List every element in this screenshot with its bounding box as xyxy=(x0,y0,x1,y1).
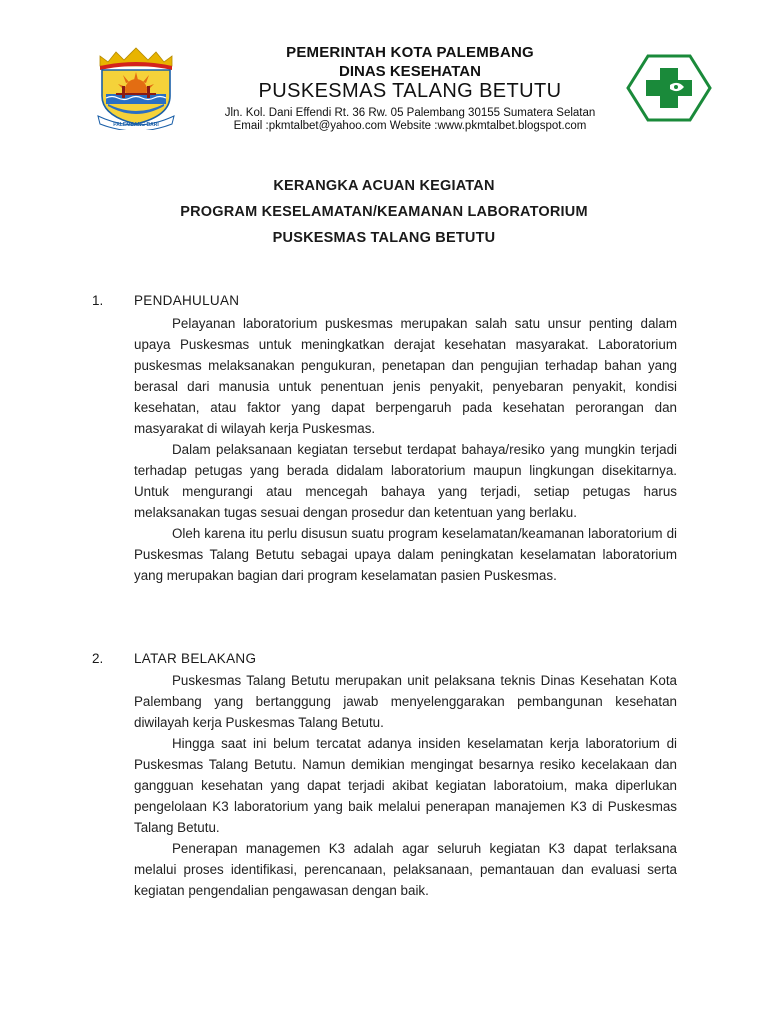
document-title-line3: PUSKESMAS TALANG BETUTU xyxy=(272,230,496,246)
emblem-motto: PALEMBANG BARI xyxy=(113,122,159,128)
paragraph: Hingga saat ini belum tercatat adanya insiden keselamatan kerja laboratorium di Puskesmas Talang Betutu. Namun demikian mengingat besarnya resiko kecelakaan dan gangguan kesehatan yang dapat terjadi akibat kegiatan laboratoium, maka diperlukan pengelolaan K3 laboratorium yang baik melalui penerapan manajemen K3 di Puskesmas Talang Betutu. xyxy=(134,736,677,835)
paragraph: Oleh karena itu perlu disusun suatu program keselamatan/keamanan laboratorium di Puskesmas Talang Betutu sebagai upaya dalam peningkatan keselamatan laboratorium yang merupakan bagian dari program keselamatan pasien Puskesmas. xyxy=(134,526,677,583)
letterhead-institution: PUSKESMAS TALANG BETUTU xyxy=(258,80,562,102)
letterhead-address: Jln. Kol. Dani Effendi Rt. 36 Rw. 05 Palembang 30155 Sumatera Selatan xyxy=(224,107,596,119)
section-body-latar-belakang xyxy=(134,670,677,901)
paragraph: Puskesmas Talang Betutu merupakan unit pelaksana teknis Dinas Kesehatan Kota Palembang yang bertanggung jawab menyelenggarakan pembangunan kesehatan diwilayah kerja Puskesmas Talang Betutu. xyxy=(134,673,677,730)
letterhead-department: DINAS KESEHATAN xyxy=(339,63,481,80)
paragraph: Pelayanan laboratorium puskesmas merupakan salah satu unsur penting dalam upaya Puskesmas untuk meningkatkan derajat kesehatan masyarakat. Laboratorium puskesmas melaksanakan pengukuran, penetapan dan pengujian terhadap bahan yang berasal dari manusia untuk penentuan jenis penyakit, penyebaran penyakit, kondisi kesehatan, atau faktor yang dapat berpengaruh pada kesehatan perorangan dan masyarakat di wilayah kerja Puskesmas. xyxy=(134,316,677,436)
section-body-pendahuluan xyxy=(134,313,677,586)
section-heading-pendahuluan: PENDAHULUAN xyxy=(134,293,240,308)
paragraph: Penerapan managemen K3 adalah agar seluruh kegiatan K3 dapat terlaksana melalui proses identifikasi, perencanaan, pelaksanaan, pemantauan dan evaluasi serta kegiatan pengendalian pengawasan dengan baik. xyxy=(134,841,677,898)
section-heading-latar-belakang: LATAR BELAKANG xyxy=(134,651,257,666)
section-number: 1. xyxy=(92,293,104,308)
letterhead-government: PEMERINTAH KOTA PALEMBANG xyxy=(286,44,534,61)
letterhead-contact: Email :pkmtalbet@yahoo.com Website :www.pkmtalbet.blogspot.com xyxy=(233,120,587,132)
document-title-line1: KERANGKA ACUAN KEGIATAN xyxy=(273,178,495,194)
section-number: 2. xyxy=(92,651,104,666)
document-title-line2: PROGRAM KESELAMATAN/KEAMANAN LABORATORIUM xyxy=(180,204,588,220)
health-cross-icon xyxy=(626,54,712,122)
paragraph: Dalam pelaksanaan kegiatan tersebut terdapat bahaya/resiko yang mungkin terjadi terhadap petugas yang berada didalam laboratorium maupun lingkungan disekitarnya. Untuk mengurangi atau mencegah bahaya yang terjadi, setiap petugas harus melaksanakan tugas sesuai dengan prosedur dan ketentuan yang berlaku. xyxy=(134,442,677,520)
palembang-city-emblem-icon xyxy=(92,44,180,130)
